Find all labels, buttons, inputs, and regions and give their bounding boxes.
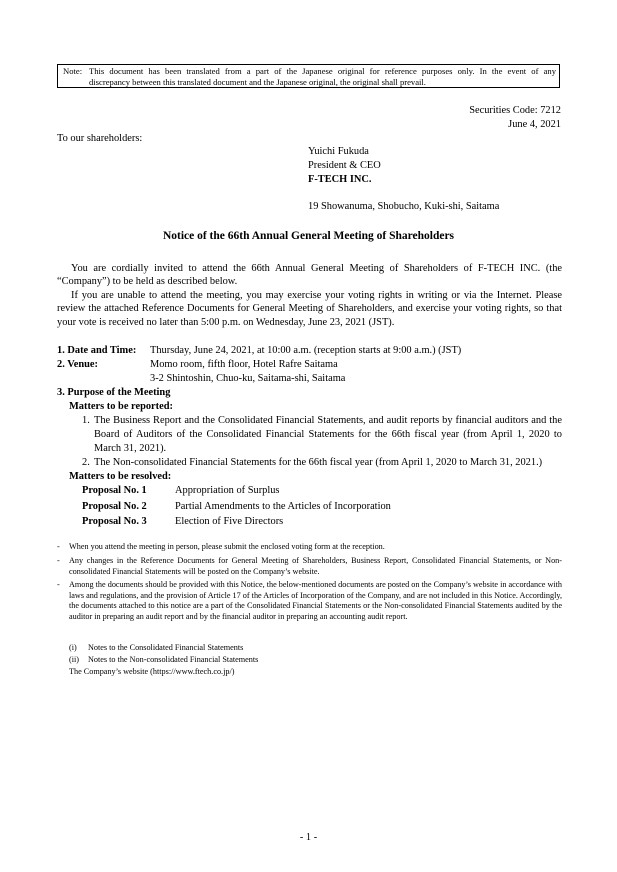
company-name: F-TECH INC. xyxy=(308,174,372,185)
proposal-3-text: Election of Five Directors xyxy=(175,516,284,527)
sender-title: President & CEO xyxy=(308,160,381,171)
proposal-2-text: Partial Amendments to the Articles of Incorporation xyxy=(175,501,391,512)
venue-line-2: 3-2 Shintoshin, Chuo-ku, Saitama-shi, Saitama xyxy=(150,373,346,384)
page-number: - 1 - xyxy=(299,832,318,843)
dash: - xyxy=(57,542,60,551)
company-address: 19 Showanuma, Shobucho, Kuki-shi, Saitama xyxy=(308,201,500,212)
translation-note-box xyxy=(57,64,560,88)
notice-date: June 4, 2021 xyxy=(508,119,561,130)
purpose-label: 3. Purpose of the Meeting xyxy=(57,387,171,398)
reported-item-1-num: 1. xyxy=(82,415,90,426)
reported-item-1-text: The Business Report and the Consolidated Financial Statements, and audit reports by financial auditors and the Board of Auditors of the Consolidated Financial Statements for the 66th fiscal year (from April 1, 2020 to March 31, 2021). xyxy=(94,415,562,454)
note-item-1-text: When you attend the meeting in person, please submit the enclosed voting form at the reception. xyxy=(69,542,385,551)
note-item-1 xyxy=(57,542,562,553)
sub-item-1-num: (i) xyxy=(69,643,77,652)
company-website: The Company’s website (https://www.ftech.co.jp/) xyxy=(69,667,235,676)
intro-paragraph-1: You are cordially invited to attend the 66th Annual General Meeting of Shareholders of F-TECH INC. (the “Company”) to be held as described below. xyxy=(57,263,562,288)
date-value: Thursday, June 24, 2021, at 10:00 a.m. (reception starts at 9:00 a.m.) (JST) xyxy=(150,345,462,356)
note-line-1: This document has been translated from a part of the Japanese original for reference purposes only. In the event of any xyxy=(89,66,556,76)
page-title: Notice of the 66th Annual General Meeting of Shareholders xyxy=(162,230,455,242)
note-item-2 xyxy=(57,556,562,577)
securities-code: Securities Code: 7212 xyxy=(469,105,561,116)
sub-item-2-num: (ii) xyxy=(69,655,80,664)
note-line-2: discrepancy between this translated document and the Japanese original, the original shall prevail. xyxy=(89,77,426,87)
sender-name: Yuichi Fukuda xyxy=(308,146,369,157)
note-item-2-text: Any changes in the Reference Documents for General Meeting of Shareholders, Business Report, Consolidated Financial Statements, or Non-consolidated Financial Statements will be posted on the Company’s website. xyxy=(69,556,562,576)
sub-item-2-text: Notes to the Non-consolidated Financial Statements xyxy=(88,655,259,664)
note-label: Note: xyxy=(63,66,83,76)
dash: - xyxy=(57,556,60,565)
dash: - xyxy=(57,580,60,589)
note-item-3 xyxy=(57,580,562,622)
note-item-3-text: Among the documents should be provided with this Notice, the below-mentioned documents are posted on the Company’s website in accordance with laws and regulations, and the provision of Article 17 of the Articles of Incorporation of the Company, and are not included in this Notice. Accordingly, the documents attached to this notice are a part of the Consolidated Financial Statements or the Non-consolidated Financial Statements audited by the auditor in preparing an audit report and by the financial auditor in preparing an accounting audit report. xyxy=(69,580,562,621)
reported-item-2-num: 2. xyxy=(82,457,90,468)
intro-paragraph-2: If you are unable to attend the meeting, you may exercise your voting rights in writing or via the Internet. Please review the attached Reference Documents for General Meeting of Shareholders, and exercise your voting rights, so that your vote is received no later than 5:00 p.m. on Wednesday, June 23, 2021 (JST). xyxy=(57,290,562,328)
proposal-2-label: Proposal No. 2 xyxy=(82,501,147,512)
proposal-1-text: Appropriation of Surplus xyxy=(175,485,280,496)
reported-item-2-text: The Non-consolidated Financial Statements for the 66th fiscal year (from April 1, 2020 to March 31, 2021.) xyxy=(94,457,543,468)
sub-item-1-text: Notes to the Consolidated Financial Statements xyxy=(88,643,244,652)
addressee: To our shareholders: xyxy=(57,133,143,144)
venue-line-1: Momo room, fifth floor, Hotel Rafre Saitama xyxy=(150,359,338,370)
reported-label: Matters to be reported: xyxy=(69,401,173,412)
proposal-3-label: Proposal No. 3 xyxy=(82,516,147,527)
proposal-1-label: Proposal No. 1 xyxy=(82,485,147,496)
resolved-label: Matters to be resolved: xyxy=(69,471,172,482)
date-label: 1. Date and Time: xyxy=(57,345,137,356)
venue-label: 2. Venue: xyxy=(57,359,98,370)
